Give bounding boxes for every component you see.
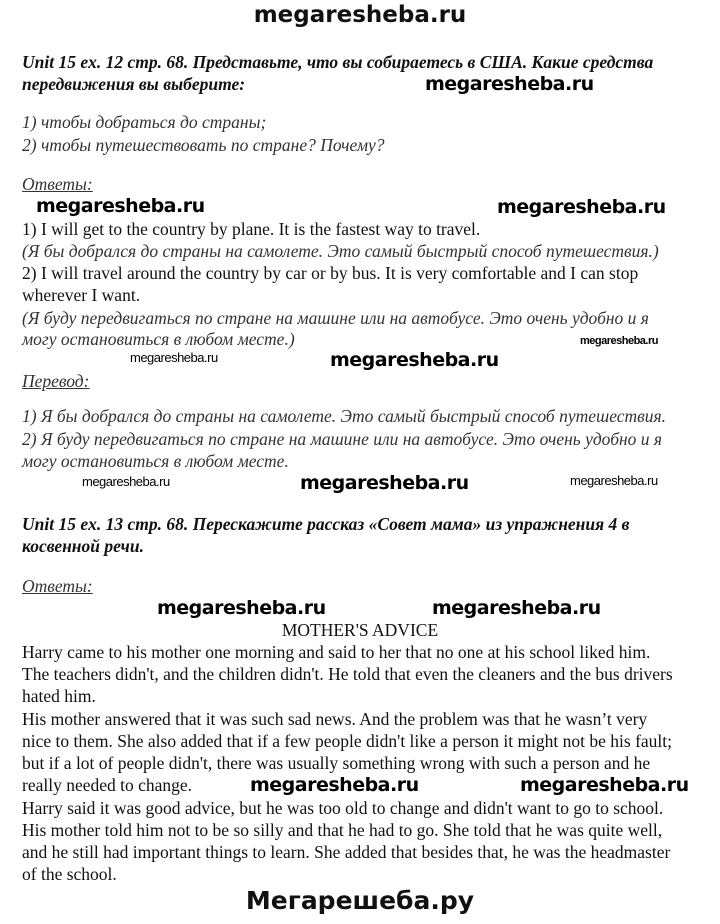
watermark: megaresheba.ru (130, 350, 218, 365)
story-line: and he still had important things to learn. She added that besides that, he was the headmaster (22, 842, 671, 862)
story-line: His mother answered that it was such sad news. And the problem was that he wasn’t very (22, 709, 648, 729)
answer-1: 1) I will get to the country by plane. It is the fastest way to travel. (22, 219, 481, 239)
story-line: nice to them. She also added that if a few people didn't like a person it might not be his fault; (22, 731, 673, 751)
answers-label: Ответы: (22, 174, 93, 194)
ex12-title: Unit 15 ex. 12 стр. 68. Представьте, что вы собираетесь в США. Какие средства (22, 52, 654, 72)
ex13-title-cont: косвенной речи. (22, 536, 144, 556)
watermark: megaresheba.ru (250, 774, 419, 796)
answer-2-translation: (Я буду передвигаться по стране на машине или на автобусе. Это очень удобно и я (22, 308, 649, 328)
watermark: megaresheba.ru (497, 196, 666, 218)
translation-label: Перевод: (22, 371, 90, 391)
watermark: megaresheba.ru (300, 472, 469, 494)
translation-2: 2) Я буду передвигаться по стране на машине или на автобусе. Это очень удобно и я (22, 429, 663, 449)
answer-2-cont: wherever I want. (22, 285, 141, 305)
story-line: Harry said it was good advice, but he was too old to change and didn't want to go to school. (22, 798, 664, 818)
site-header: megaresheba.ru (253, 2, 467, 28)
story-line: of the school. (22, 864, 117, 884)
answers-label: Ответы: (22, 576, 93, 596)
question-2: 2) чтобы путешествовать по стране? Почему? (22, 135, 385, 155)
translation-1: 1) Я бы добрался до страны на самолете. Это самый быстрый способ путешествия. (22, 406, 666, 426)
story-line: really needed to change. (22, 775, 193, 795)
watermark: megaresheba.ru (157, 597, 326, 619)
story-line: hated him. (22, 686, 96, 706)
answer-2: 2) I will travel around the country by car or by bus. It is very comfortable and I can stop (22, 263, 639, 283)
site-footer: Мегарешеба.ру (245, 886, 475, 915)
watermark: megaresheba.ru (580, 335, 658, 347)
watermark: megaresheba.ru (330, 349, 499, 371)
answer-1-translation: (Я бы добрался до страны на самолете. Это самый быстрый способ путешествия.) (22, 241, 659, 261)
watermark: megaresheba.ru (432, 597, 601, 619)
ex12-title-cont: передвижения вы выберите: (22, 74, 246, 94)
ex13-title: Unit 15 ex. 13 стр. 68. Перескажите рассказ «Совет мама» из упражнения 4 в (22, 514, 630, 534)
watermark: megaresheba.ru (570, 473, 658, 488)
question-1: 1) чтобы добраться до страны; (22, 112, 267, 132)
watermark: megaresheba.ru (82, 474, 170, 489)
story-line: Harry came to his mother one morning and said to her that no one at his school liked him. (22, 642, 651, 662)
story-line: The teachers didn't, and the children didn't. He told that even the cleaners and the bus drivers (22, 664, 673, 684)
answer-2-translation-cont: могу остановиться в любом месте.) (22, 329, 295, 349)
watermark: megaresheba.ru (425, 73, 594, 95)
watermark: megaresheba.ru (520, 774, 689, 796)
translation-2-cont: могу остановиться в любом месте. (22, 451, 289, 471)
story-line: His mother told him not to be so silly and that he had to go. She told that he was quite well, (22, 820, 663, 840)
story-line: but if a lot of people didn't, there was usually something wrong with such a person and he (22, 753, 651, 773)
watermark: megaresheba.ru (36, 195, 205, 217)
story-title: MOTHER'S ADVICE (281, 620, 439, 640)
